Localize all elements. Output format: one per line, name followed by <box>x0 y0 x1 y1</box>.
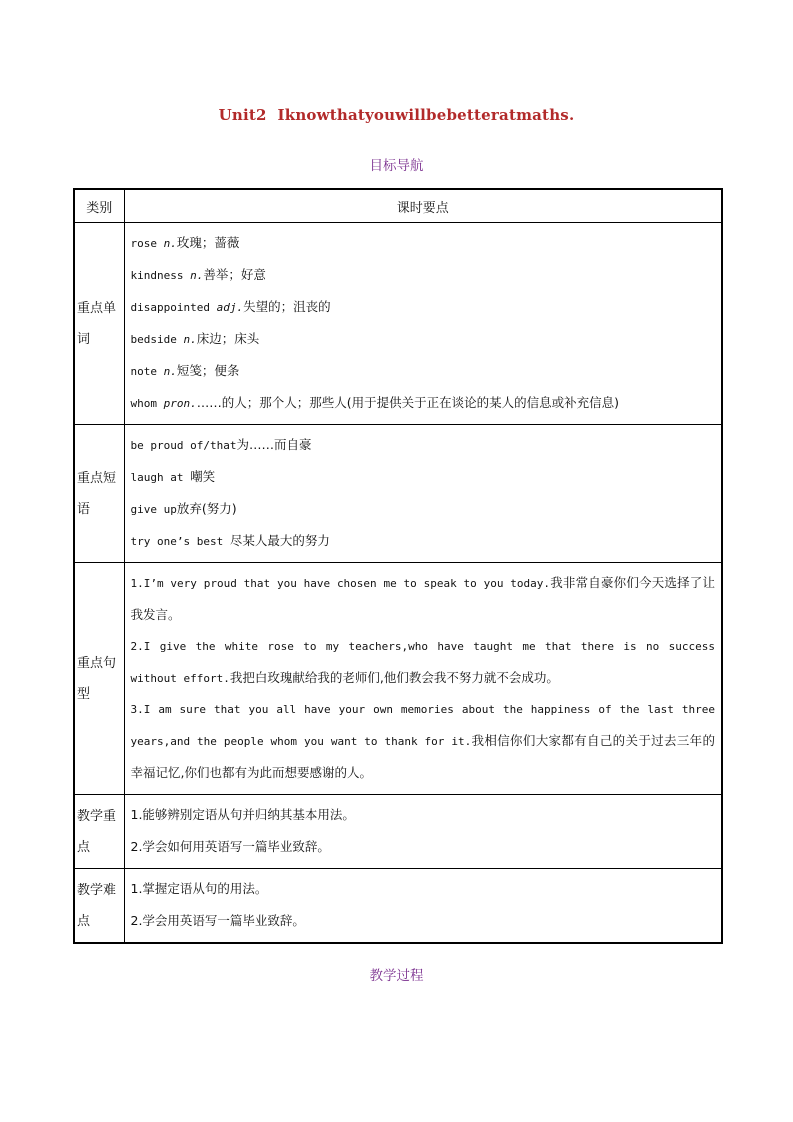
list-item: note n.短笺；便条 <box>130 363 240 378</box>
category-words: 重点单词 <box>74 223 124 425</box>
list-item: laugh at 嘲笑 <box>130 469 216 484</box>
list-item: 1.能够辨别定语从句并归纳其基本用法。 <box>130 807 355 822</box>
phrases-content <box>124 425 722 563</box>
unit-title: Unit2 Iknowthatyouwillbebetteratmaths. <box>218 106 575 124</box>
list-item: kindness n.善举；好意 <box>130 267 266 282</box>
table-row-difficulty <box>74 869 722 944</box>
table-row-focus <box>74 795 722 869</box>
list-item: give up放弃(努力) <box>130 501 237 516</box>
list-item: 2.I give the white rose to my teachers,who have taught me that there is no success without effort.我把白玫瑰献给我的老师们,他们教会我不努力就不会成功。 <box>130 640 715 685</box>
header-points: 课时要点 <box>124 189 722 223</box>
category-phrases: 重点短语 <box>74 425 124 563</box>
table-row-words <box>74 223 722 425</box>
list-item: rose n.玫瑰；蔷薇 <box>130 235 240 250</box>
list-item: 3.I am sure that you all have your own memories about the happiness of the last three years,and the people whom you want to thank for it.我相信你们大家都有自己的关于过去三年的幸福记忆,你们也都有为此而想要感谢的人。 <box>130 703 715 780</box>
section-heading-goals: 目标导航 <box>369 158 424 174</box>
list-item: try one’s best 尽某人最大的努力 <box>130 533 330 548</box>
category-sentences: 重点句型 <box>74 563 124 795</box>
table-row-phrases <box>74 425 722 563</box>
sentences-content <box>124 563 722 795</box>
section-heading-process: 教学过程 <box>369 968 424 984</box>
list-item: bedside n.床边；床头 <box>130 331 260 346</box>
list-item: 1.掌握定语从句的用法。 <box>130 881 268 896</box>
list-item: 2.学会用英语写一篇毕业致辞。 <box>130 913 305 928</box>
words-content <box>124 223 722 425</box>
category-focus: 教学重点 <box>74 795 124 869</box>
focus-content <box>124 795 722 869</box>
table-header-row <box>74 189 722 223</box>
table-row-sentences <box>74 563 722 795</box>
lesson-points-table <box>73 188 723 944</box>
list-item: be proud of/that为……而自豪 <box>130 437 312 452</box>
list-item: 1.I’m very proud that you have chosen me to speak to you today.我非常自豪你们今天选择了让我发言。 <box>130 575 715 622</box>
category-difficulty: 教学难点 <box>74 869 124 944</box>
list-item: disappointed adj.失望的；沮丧的 <box>130 299 331 314</box>
list-item: 2.学会如何用英语写一篇毕业致辞。 <box>130 839 330 854</box>
difficulty-content <box>124 869 722 944</box>
header-category: 类别 <box>74 189 124 223</box>
list-item: whom pron.……的人；那个人；那些人(用于提供关于正在谈论的某人的信息或补充信息) <box>130 395 620 410</box>
